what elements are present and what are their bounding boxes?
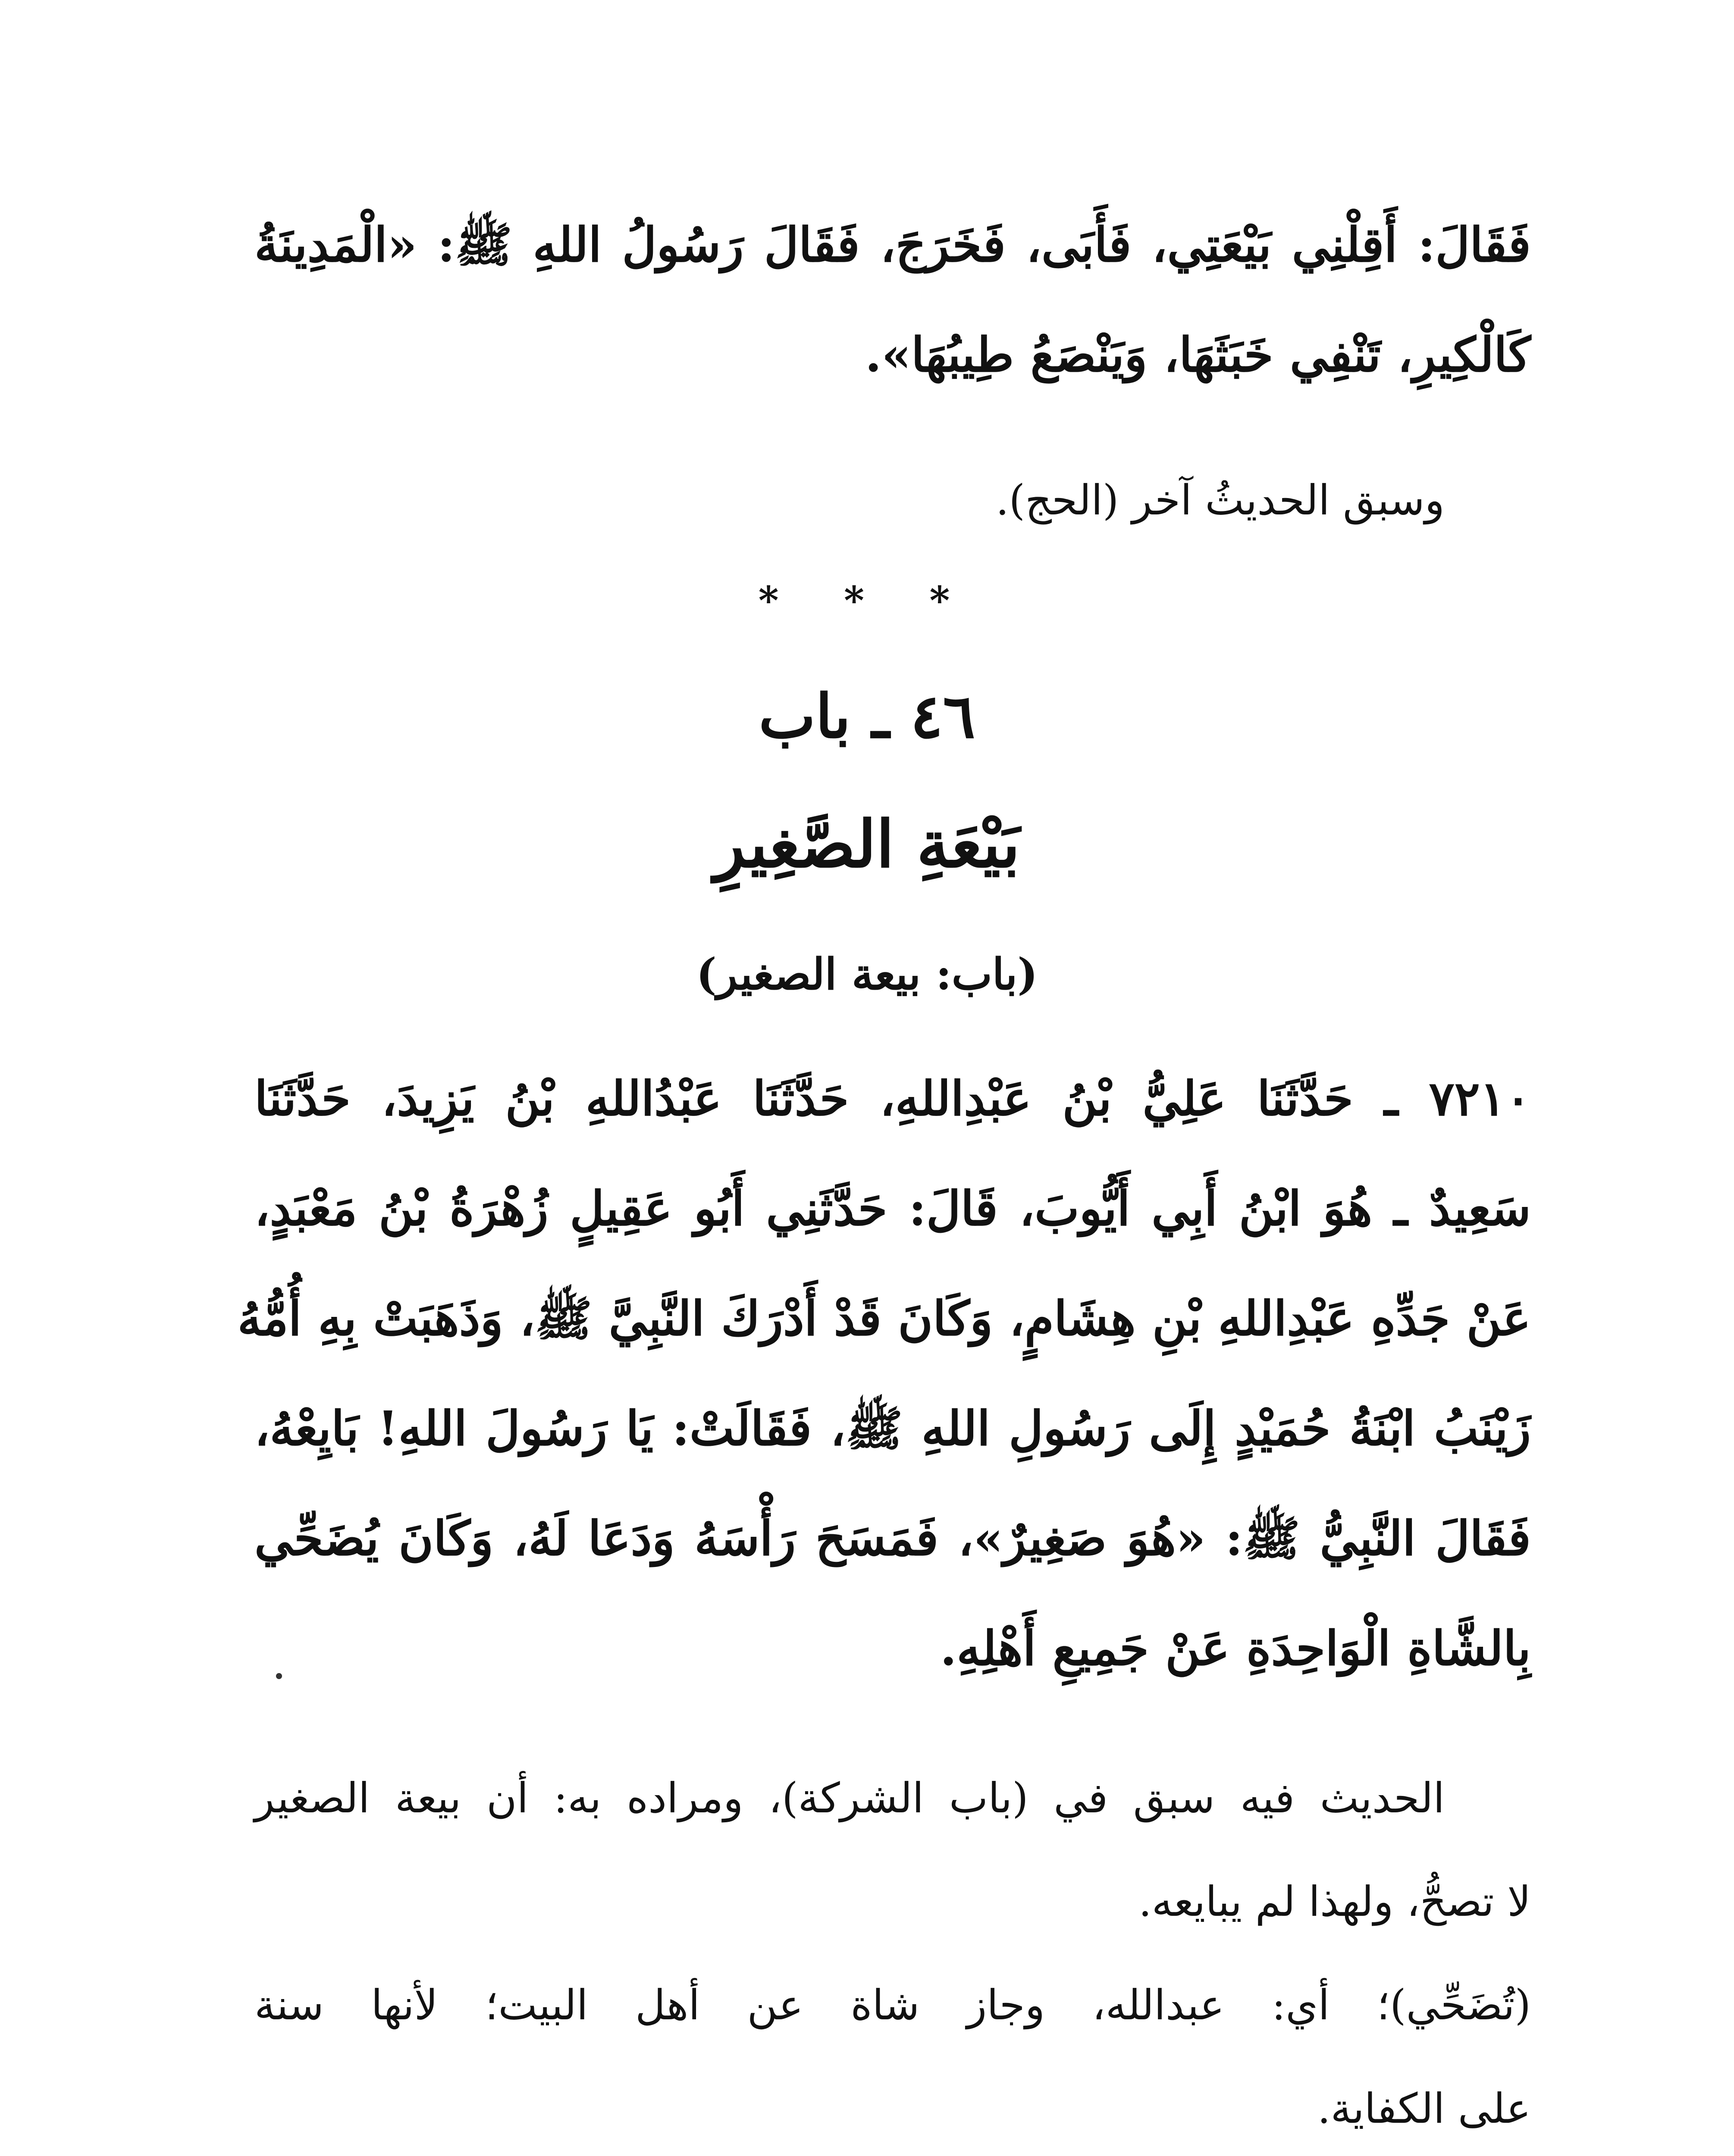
top-hadith-line-2: كَالْكِيرِ، تَنْفِي خَبَثَهَا، وَيَنْصَعُ طِيبُهَا». [865,327,1531,382]
commentary-line-4: على الكفاية. [1317,2084,1531,2133]
commentary-line-3: (تُضَحِّي)؛ أي: عبدالله، وجاز شاة عن أهل البيت؛ لأنها سنة [254,1981,1531,2029]
hadith-7210-line-3: عَنْ جَدِّهِ عَبْدِاللهِ بْنِ هِشَامٍ، وَكَانَ قَدْ أَدْرَكَ النَّبِيَّ ﷺ، وَذَهَبَتْ بِهِ أُمُّهُ [237,1291,1531,1346]
top-note [254,448,1531,552]
top-note-line: وسبق الحديثُ آخر (الحج). [996,476,1445,524]
hadith-7210-line-1: ٧٢١٠ ـ حَدَّثَنَا عَلِيُّ بْنُ عَبْدِاللهِ، حَدَّثَنَا عَبْدُاللهِ بْنُ يَزِيدَ، حَدَّثَنَا [254,1071,1531,1126]
separator-top: * * * [758,578,976,624]
top-hadith-text [254,190,1531,410]
commentary [254,1746,1531,2156]
commentary-line-1: الحديث فيه سبق في (باب الشركة)، ومراده به: أن بيعة الصغير [254,1774,1445,1822]
hadith-7210-line-6: بِالشَّاةِ الْوَاحِدَةِ عَنْ جَمِيعِ أَهْلِهِ. [940,1620,1531,1676]
chapter-subtitle: (باب: بيعة الصغير) [696,949,1038,1000]
commentary-line-2: لا تصحُّ، ولهذا لم يبايعه. [1138,1877,1531,1926]
chapter-number: ٤٦ ـ باب [759,681,975,752]
chapter-title: بَيْعَةِ الصَّغِيرِ [714,806,1020,882]
margin-dot [276,1673,282,1679]
hadith-7210 [237,1044,1531,1703]
hadith-7210-line-2: سَعِيدٌ ـ هُوَ ابْنُ أَبِي أَيُّوبَ، قَالَ: حَدَّثَنِي أَبُو عَقِيلٍ زُهْرَةُ بْنُ مَعْبَدٍ، [254,1181,1531,1236]
hadith-7210-line-5: فَقَالَ النَّبِيُّ ﷺ: «هُوَ صَغِيرٌ»، فَمَسَحَ رَأْسَهُ وَدَعَا لَهُ، وَكَانَ يُضَحِّي [254,1510,1531,1566]
top-hadith-line-1: فَقَالَ: أَقِلْنِي بَيْعَتِي، فَأَبَى، فَخَرَجَ، فَقَالَ رَسُولُ اللهِ ﷺ: «الْمَدِينَةُ [254,217,1531,273]
hadith-7210-line-4: زَيْنَبُ ابْنَةُ حُمَيْدٍ إِلَى رَسُولِ اللهِ ﷺ، فَقَالَتْ: يَا رَسُولَ اللهِ! بَايِعْهُ، [254,1401,1531,1456]
